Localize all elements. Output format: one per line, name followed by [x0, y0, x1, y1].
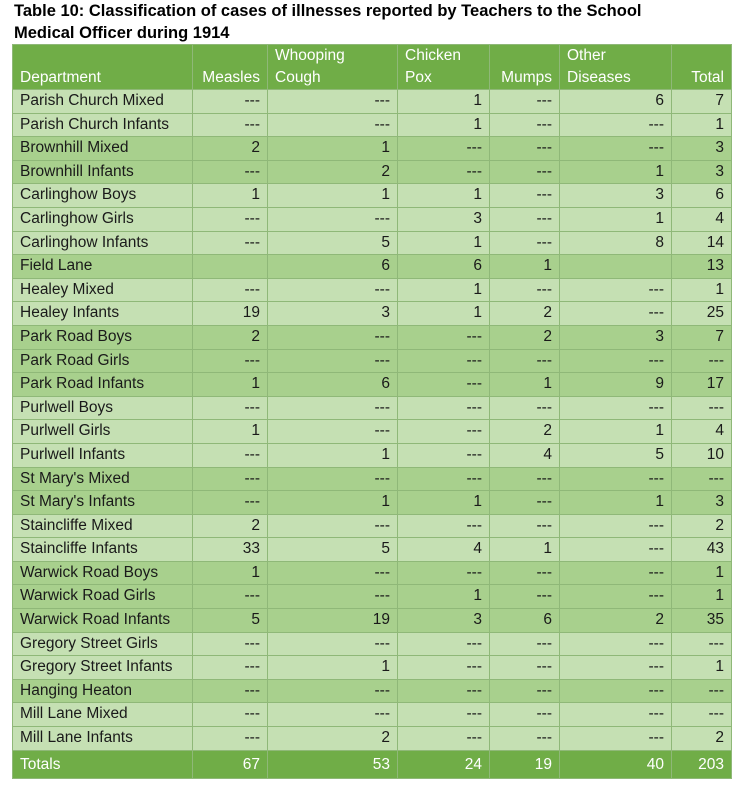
cell-whooping-cough: 3 [268, 302, 398, 326]
cell-department: Park Road Boys [13, 325, 193, 349]
cell-total: 4 [672, 207, 732, 231]
cell-whooping-cough: 1 [268, 184, 398, 208]
header-department [13, 45, 193, 90]
cell-total: 3 [672, 137, 732, 161]
school-group [13, 278, 732, 325]
cell-department: Purlwell Infants [13, 443, 193, 467]
cell-total: 4 [672, 420, 732, 444]
cell-department: Parish Church Mixed [13, 90, 193, 114]
cell-total: 1 [672, 656, 732, 680]
cell-total: --- [672, 679, 732, 703]
header-department-line-1 [20, 45, 185, 67]
table-row [13, 302, 732, 326]
cell-other-diseases: --- [560, 278, 672, 302]
totals-chicken-pox: 24 [398, 750, 490, 778]
cell-measles: --- [193, 467, 268, 491]
cell-whooping-cough: 6 [268, 373, 398, 397]
header-other-diseases-line-1: Other [567, 47, 606, 64]
cell-other-diseases: --- [560, 514, 672, 538]
cell-chicken-pox: 1 [398, 491, 490, 515]
cell-department: Park Road Girls [13, 349, 193, 373]
cell-mumps: --- [490, 278, 560, 302]
totals-measles: 67 [193, 750, 268, 778]
school-group [13, 561, 732, 632]
cell-whooping-cough: 1 [268, 491, 398, 515]
cell-department: Mill Lane Infants [13, 727, 193, 751]
cell-chicken-pox: 1 [398, 184, 490, 208]
cell-other-diseases: --- [560, 467, 672, 491]
cell-mumps: 1 [490, 538, 560, 562]
cell-other-diseases: --- [560, 113, 672, 137]
cell-mumps: 6 [490, 609, 560, 633]
table-row [13, 137, 732, 161]
cell-mumps: --- [490, 656, 560, 680]
cell-total: 43 [672, 538, 732, 562]
cell-chicken-pox: --- [398, 137, 490, 161]
cell-measles: --- [193, 207, 268, 231]
cell-total: 1 [672, 113, 732, 137]
cell-measles: 1 [193, 184, 268, 208]
cell-measles: --- [193, 703, 268, 727]
cell-measles: 2 [193, 514, 268, 538]
cell-chicken-pox: --- [398, 467, 490, 491]
header-chicken-pox-line-2: Pox [405, 68, 432, 86]
cell-chicken-pox: --- [398, 443, 490, 467]
cell-total: --- [672, 467, 732, 491]
school-group [13, 632, 732, 679]
cell-chicken-pox: 1 [398, 231, 490, 255]
header-whooping-cough-line-1: Whooping [275, 47, 345, 64]
school-group [13, 679, 732, 703]
cell-whooping-cough: --- [268, 703, 398, 727]
cell-other-diseases: 3 [560, 325, 672, 349]
cell-other-diseases: 1 [560, 160, 672, 184]
cell-other-diseases: 2 [560, 609, 672, 633]
header-department-line-2: Department [20, 68, 101, 86]
cell-measles [193, 255, 268, 279]
cell-department: Mill Lane Mixed [13, 703, 193, 727]
cell-measles: --- [193, 90, 268, 114]
cell-other-diseases: 9 [560, 373, 672, 397]
cell-chicken-pox: 6 [398, 255, 490, 279]
cell-measles: --- [193, 679, 268, 703]
cell-measles: --- [193, 491, 268, 515]
cell-measles: 19 [193, 302, 268, 326]
cell-total: 3 [672, 491, 732, 515]
cell-chicken-pox: --- [398, 373, 490, 397]
school-group [13, 514, 732, 561]
cell-other-diseases: --- [560, 561, 672, 585]
cell-whooping-cough: --- [268, 325, 398, 349]
cell-whooping-cough: 1 [268, 656, 398, 680]
cell-mumps: --- [490, 632, 560, 656]
table-title-line-1: Table 10: Classification of cases of illnesses reported by Teachers to the School [14, 2, 642, 20]
cell-mumps: --- [490, 679, 560, 703]
cell-department: Staincliffe Mixed [13, 514, 193, 538]
table-row [13, 585, 732, 609]
cell-department: Purlwell Boys [13, 396, 193, 420]
header-chicken-pox [398, 45, 490, 90]
cell-measles: --- [193, 443, 268, 467]
cell-chicken-pox: --- [398, 325, 490, 349]
cell-whooping-cough: --- [268, 349, 398, 373]
cell-department: Healey Infants [13, 302, 193, 326]
cell-department: Gregory Street Infants [13, 656, 193, 680]
cell-mumps: --- [490, 514, 560, 538]
cell-measles: --- [193, 160, 268, 184]
header-whooping-cough [268, 45, 398, 90]
table-row [13, 656, 732, 680]
cell-whooping-cough: --- [268, 632, 398, 656]
cell-chicken-pox: 1 [398, 585, 490, 609]
school-group [13, 184, 732, 255]
cell-total: 35 [672, 609, 732, 633]
cell-total: 2 [672, 514, 732, 538]
cell-department: Staincliffe Infants [13, 538, 193, 562]
cell-chicken-pox: --- [398, 656, 490, 680]
cell-chicken-pox: 1 [398, 302, 490, 326]
cell-department: Carlinghow Boys [13, 184, 193, 208]
cell-mumps: --- [490, 137, 560, 161]
cell-other-diseases: --- [560, 538, 672, 562]
cell-chicken-pox: 3 [398, 609, 490, 633]
cell-total: 1 [672, 585, 732, 609]
cell-other-diseases: --- [560, 679, 672, 703]
cell-mumps: --- [490, 160, 560, 184]
cell-chicken-pox: --- [398, 514, 490, 538]
cell-measles: --- [193, 349, 268, 373]
cell-total: --- [672, 703, 732, 727]
table-row [13, 184, 732, 208]
cell-other-diseases [560, 255, 672, 279]
cell-measles: 2 [193, 325, 268, 349]
cell-mumps: --- [490, 396, 560, 420]
cell-whooping-cough: 1 [268, 137, 398, 161]
cell-total: --- [672, 632, 732, 656]
cell-department: St Mary's Mixed [13, 467, 193, 491]
cell-measles: --- [193, 278, 268, 302]
table-row [13, 727, 732, 751]
cell-mumps: 4 [490, 443, 560, 467]
table-row [13, 255, 732, 279]
cell-whooping-cough: --- [268, 113, 398, 137]
cell-chicken-pox: 1 [398, 278, 490, 302]
cell-measles: --- [193, 632, 268, 656]
cell-department: Parish Church Infants [13, 113, 193, 137]
header-total-line-1 [679, 45, 724, 67]
cell-mumps: 2 [490, 302, 560, 326]
cell-whooping-cough: --- [268, 585, 398, 609]
cell-chicken-pox: 4 [398, 538, 490, 562]
cell-total: 25 [672, 302, 732, 326]
school-group [13, 703, 732, 750]
cell-measles: 2 [193, 137, 268, 161]
cell-total: 17 [672, 373, 732, 397]
cell-other-diseases: 1 [560, 207, 672, 231]
cell-other-diseases: --- [560, 656, 672, 680]
totals-row [13, 750, 732, 778]
cell-whooping-cough: 19 [268, 609, 398, 633]
totals-mumps: 19 [490, 750, 560, 778]
table-row [13, 467, 732, 491]
cell-department: Warwick Road Infants [13, 609, 193, 633]
header-measles-line-2: Measles [202, 68, 260, 86]
cell-measles: 1 [193, 420, 268, 444]
cell-whooping-cough: --- [268, 278, 398, 302]
cell-measles: --- [193, 396, 268, 420]
cell-chicken-pox: --- [398, 396, 490, 420]
cell-total: 2 [672, 727, 732, 751]
cell-measles: 1 [193, 373, 268, 397]
header-mumps-line-2: Mumps [501, 68, 552, 86]
cell-department: Hanging Heaton [13, 679, 193, 703]
header-whooping-cough-line-2: Cough [275, 68, 321, 86]
cell-whooping-cough: 1 [268, 443, 398, 467]
cell-total: 13 [672, 255, 732, 279]
cell-measles: 1 [193, 561, 268, 585]
table-row [13, 349, 732, 373]
cell-mumps: --- [490, 90, 560, 114]
cell-whooping-cough: --- [268, 420, 398, 444]
cell-department: Warwick Road Boys [13, 561, 193, 585]
cell-measles: --- [193, 727, 268, 751]
cell-mumps: --- [490, 727, 560, 751]
cell-department: Warwick Road Girls [13, 585, 193, 609]
cell-other-diseases: 1 [560, 420, 672, 444]
cell-other-diseases: --- [560, 349, 672, 373]
illness-classification-table [12, 44, 732, 779]
cell-mumps: --- [490, 184, 560, 208]
table-header [13, 45, 732, 90]
cell-mumps: --- [490, 207, 560, 231]
cell-department: St Mary's Infants [13, 491, 193, 515]
header-total-line-2: Total [691, 68, 724, 86]
cell-chicken-pox: 3 [398, 207, 490, 231]
cell-chicken-pox: --- [398, 420, 490, 444]
cell-other-diseases: --- [560, 632, 672, 656]
school-group [13, 325, 732, 396]
table-row [13, 373, 732, 397]
table-title [14, 0, 734, 44]
table-row [13, 491, 732, 515]
table-row [13, 207, 732, 231]
cell-department: Brownhill Mixed [13, 137, 193, 161]
cell-whooping-cough: --- [268, 467, 398, 491]
cell-total: 1 [672, 278, 732, 302]
cell-department: Carlinghow Girls [13, 207, 193, 231]
cell-total: 3 [672, 160, 732, 184]
cell-chicken-pox: 1 [398, 113, 490, 137]
cell-total: --- [672, 396, 732, 420]
cell-other-diseases: --- [560, 137, 672, 161]
cell-measles: 33 [193, 538, 268, 562]
cell-other-diseases: 6 [560, 90, 672, 114]
cell-chicken-pox: --- [398, 727, 490, 751]
cell-measles: --- [193, 585, 268, 609]
table-row [13, 632, 732, 656]
table-row [13, 561, 732, 585]
table-row [13, 703, 732, 727]
cell-chicken-pox: 1 [398, 90, 490, 114]
header-measles [193, 45, 268, 90]
header-other-diseases [560, 45, 672, 90]
totals-department: Totals [13, 750, 193, 778]
cell-mumps: 2 [490, 420, 560, 444]
cell-whooping-cough: --- [268, 207, 398, 231]
totals-section [13, 750, 732, 778]
cell-department: Field Lane [13, 255, 193, 279]
cell-other-diseases: --- [560, 727, 672, 751]
cell-whooping-cough: 6 [268, 255, 398, 279]
header-mumps [490, 45, 560, 90]
table-row [13, 396, 732, 420]
cell-department: Brownhill Infants [13, 160, 193, 184]
school-group [13, 255, 732, 279]
school-group [13, 396, 732, 467]
cell-mumps: --- [490, 113, 560, 137]
cell-total: 6 [672, 184, 732, 208]
table-row [13, 113, 732, 137]
totals-total: 203 [672, 750, 732, 778]
cell-whooping-cough: --- [268, 514, 398, 538]
table-row [13, 231, 732, 255]
cell-department: Carlinghow Infants [13, 231, 193, 255]
school-group [13, 137, 732, 184]
cell-whooping-cough: 5 [268, 231, 398, 255]
cell-department: Purlwell Girls [13, 420, 193, 444]
header-total [672, 45, 732, 90]
cell-other-diseases: 8 [560, 231, 672, 255]
cell-mumps: 2 [490, 325, 560, 349]
cell-total: --- [672, 349, 732, 373]
cell-whooping-cough: 5 [268, 538, 398, 562]
cell-other-diseases: --- [560, 585, 672, 609]
cell-total: 10 [672, 443, 732, 467]
cell-total: 7 [672, 90, 732, 114]
cell-other-diseases: --- [560, 396, 672, 420]
cell-measles: 5 [193, 609, 268, 633]
cell-whooping-cough: --- [268, 396, 398, 420]
cell-chicken-pox: --- [398, 703, 490, 727]
table-row [13, 443, 732, 467]
table-row [13, 538, 732, 562]
cell-other-diseases: --- [560, 703, 672, 727]
header-mumps-line-1 [497, 45, 552, 67]
cell-whooping-cough: 2 [268, 160, 398, 184]
cell-whooping-cough: 2 [268, 727, 398, 751]
totals-other-diseases: 40 [560, 750, 672, 778]
table-row [13, 514, 732, 538]
cell-whooping-cough: --- [268, 90, 398, 114]
cell-mumps: --- [490, 561, 560, 585]
cell-measles: --- [193, 656, 268, 680]
header-other-diseases-line-2: Diseases [567, 68, 631, 86]
cell-mumps: --- [490, 491, 560, 515]
table-row [13, 679, 732, 703]
cell-department: Gregory Street Girls [13, 632, 193, 656]
header-row [13, 45, 732, 90]
cell-measles: --- [193, 231, 268, 255]
cell-mumps: 1 [490, 255, 560, 279]
table-row [13, 609, 732, 633]
cell-other-diseases: --- [560, 302, 672, 326]
table-row [13, 90, 732, 114]
cell-total: 1 [672, 561, 732, 585]
cell-chicken-pox: --- [398, 349, 490, 373]
cell-mumps: --- [490, 585, 560, 609]
cell-total: 7 [672, 325, 732, 349]
cell-whooping-cough: --- [268, 679, 398, 703]
cell-mumps: --- [490, 467, 560, 491]
cell-chicken-pox: --- [398, 632, 490, 656]
cell-other-diseases: 5 [560, 443, 672, 467]
cell-mumps: --- [490, 231, 560, 255]
table-row [13, 325, 732, 349]
cell-department: Park Road Infants [13, 373, 193, 397]
table-row [13, 420, 732, 444]
table-row [13, 160, 732, 184]
table-row [13, 278, 732, 302]
cell-mumps: --- [490, 349, 560, 373]
cell-measles: --- [193, 113, 268, 137]
table-title-line-2: Medical Officer during 1914 [14, 24, 230, 42]
cell-chicken-pox: --- [398, 561, 490, 585]
cell-mumps: 1 [490, 373, 560, 397]
cell-whooping-cough: --- [268, 561, 398, 585]
cell-other-diseases: 3 [560, 184, 672, 208]
header-measles-line-1 [200, 45, 260, 67]
school-group [13, 467, 732, 514]
cell-other-diseases: 1 [560, 491, 672, 515]
totals-whooping-cough: 53 [268, 750, 398, 778]
cell-department: Healey Mixed [13, 278, 193, 302]
header-chicken-pox-line-1: Chicken [405, 47, 461, 64]
cell-chicken-pox: --- [398, 679, 490, 703]
school-group [13, 90, 732, 137]
cell-chicken-pox: --- [398, 160, 490, 184]
cell-mumps: --- [490, 703, 560, 727]
cell-total: 14 [672, 231, 732, 255]
